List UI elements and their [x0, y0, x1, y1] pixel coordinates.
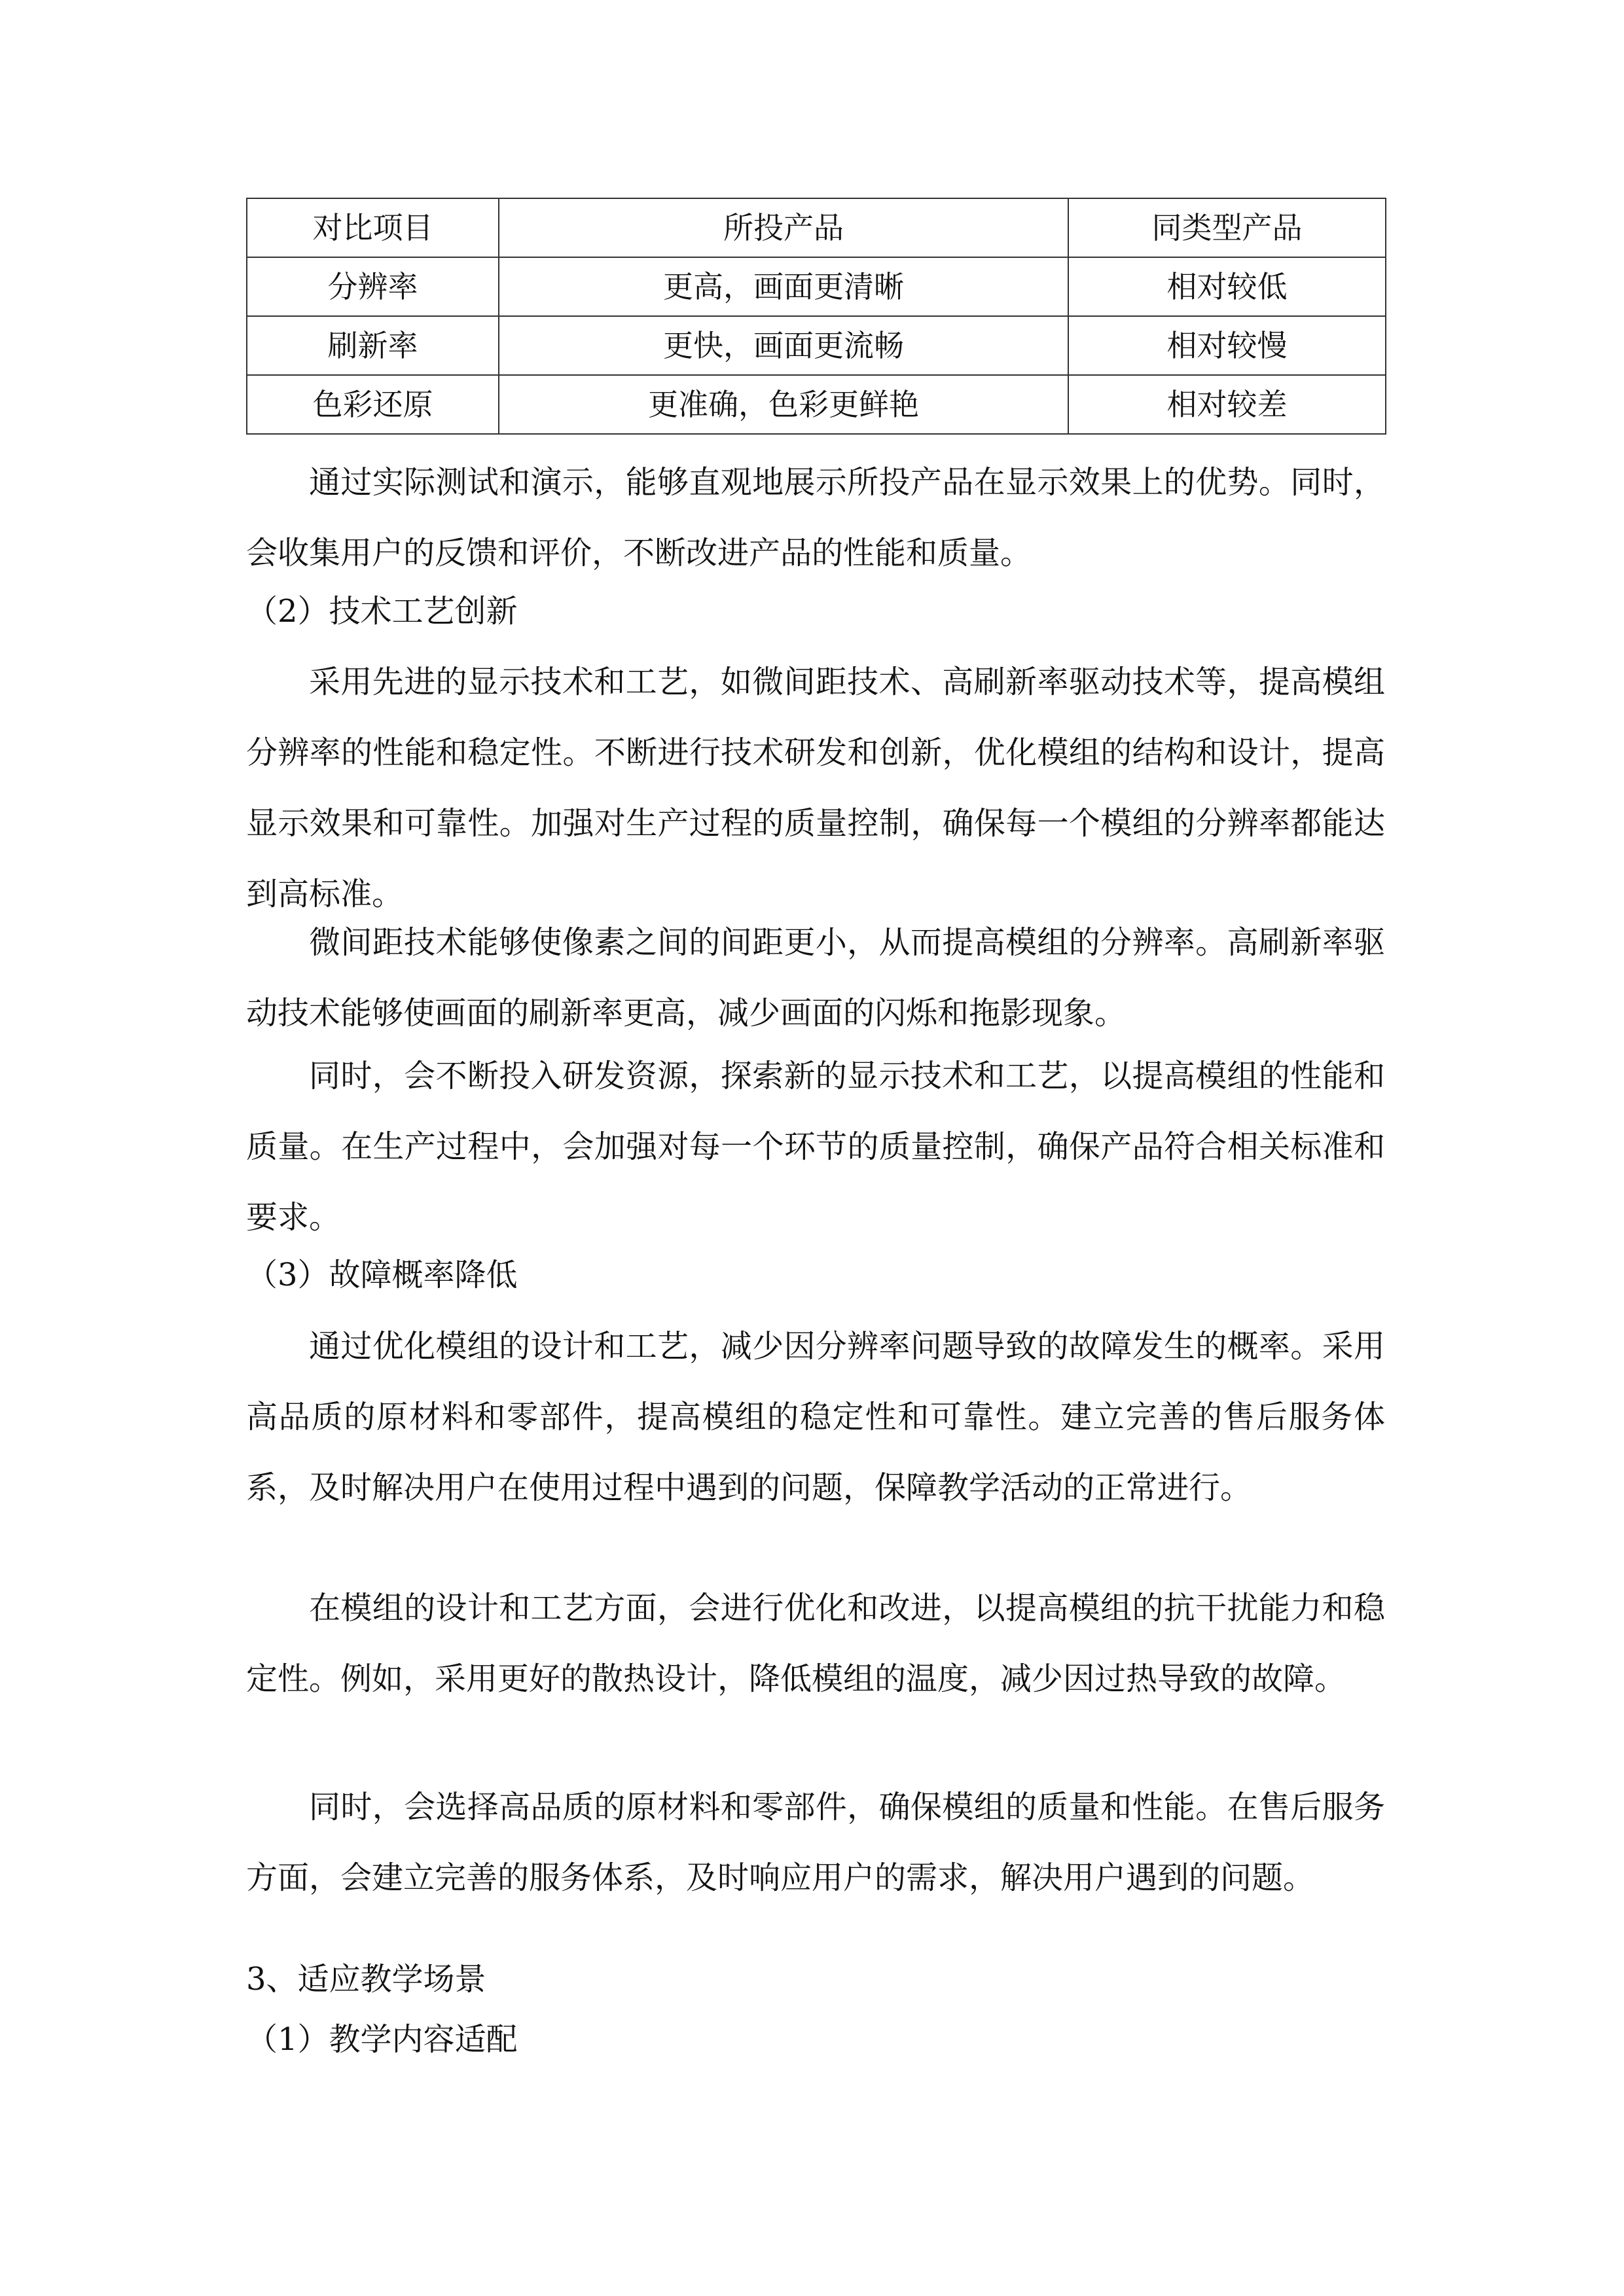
table-cell: 刷新率 [247, 316, 499, 375]
table-header-cell: 所投产品 [499, 198, 1068, 257]
table-cell: 更准确，色彩更鲜艳 [499, 375, 1068, 434]
table-cell: 色彩还原 [247, 375, 499, 434]
paragraph-anti-interference: 在模组的设计和工艺方面，会进行优化和改进，以提高模组的抗干扰能力和稳定性。例如，采用更好的散热设计，降低模组的温度，减少因过热导致的故障。 [246, 1590, 1385, 1697]
paragraph-after-sales: 同时，会选择高品质的原材料和零部件，确保模组的质量和性能。在售后服务方面，会建立完善的服务体系，及时响应用户的需求，解决用户遇到的问题。 [246, 1789, 1385, 1896]
table-cell: 更快，画面更流畅 [499, 316, 1068, 375]
paragraph-rnd-investment: 同时，会不断投入研发资源，探索新的显示技术和工艺，以提高模组的性能和质量。在生产过程中，会加强对每一个环节的质量控制，确保产品符合相关标准和要求。 [246, 1058, 1385, 1236]
table-cell: 更高，画面更清晰 [499, 257, 1068, 316]
comparison-table [246, 198, 1386, 435]
table-row [247, 375, 1386, 434]
table-header-cell: 同类型产品 [1068, 198, 1386, 257]
table-cell: 相对较低 [1068, 257, 1386, 316]
heading-teaching-scene: 3、适应教学场景 [246, 1961, 486, 1998]
table-row [247, 316, 1386, 375]
paragraph-demo-feedback: 通过实际测试和演示，能够直观地展示所投产品在显示效果上的优势。同时，会收集用户的反馈和评价，不断改进产品的性能和质量。 [246, 464, 1385, 571]
table-cell: 相对较慢 [1068, 316, 1386, 375]
heading-fault-reduction: （3）故障概率降低 [246, 1257, 518, 1293]
table-header-cell: 对比项目 [247, 198, 499, 257]
table-cell: 相对较差 [1068, 375, 1386, 434]
heading-content-adaptation: （1）教学内容适配 [246, 2021, 518, 2058]
table-row [247, 257, 1386, 316]
paragraph-design-optimization: 通过优化模组的设计和工艺，减少因分辨率问题导致的故障发生的概率。采用高品质的原材料和零部件，提高模组的稳定性和可靠性。建立完善的售后服务体系，及时解决用户在使用过程中遇到的问题，保障教学活动的正常进行。 [246, 1328, 1385, 1506]
table-header-row [247, 198, 1386, 257]
heading-tech-innovation: （2）技术工艺创新 [246, 593, 518, 630]
paragraph-micro-pitch: 微间距技术能够使像素之间的间距更小，从而提高模组的分辨率。高刷新率驱动技术能够使画面的刷新率更高，减少画面的闪烁和拖影现象。 [246, 924, 1385, 1031]
table-cell: 分辨率 [247, 257, 499, 316]
paragraph-tech-process: 采用先进的显示技术和工艺，如微间距技术、高刷新率驱动技术等，提高模组分辨率的性能和稳定性。不断进行技术研发和创新，优化模组的结构和设计，提高显示效果和可靠性。加强对生产过程的质量控制，确保每一个模组的分辨率都能达到高标准。 [246, 664, 1385, 912]
